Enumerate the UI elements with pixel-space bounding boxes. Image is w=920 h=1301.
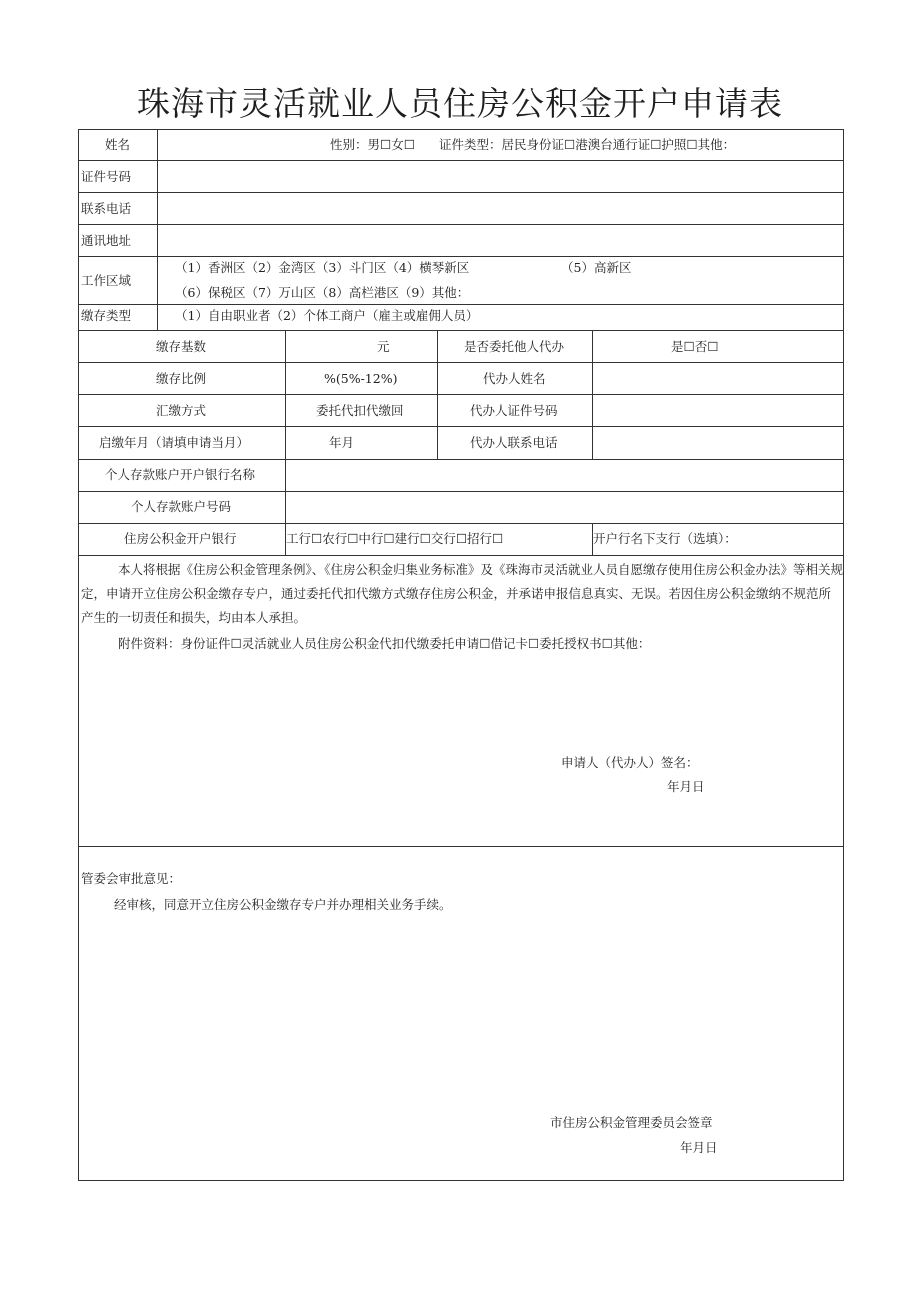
id-type-options[interactable]: 证件类型：居民身份证☐港澳台通行证☐护照☐其他： bbox=[439, 137, 736, 152]
agent-question-label: 是否委托他人代办 bbox=[464, 339, 565, 354]
deposit-base-unit: 元 bbox=[377, 339, 390, 354]
row-divider bbox=[79, 846, 843, 847]
address-label: 通讯地址 bbox=[81, 233, 132, 248]
row-divider bbox=[79, 304, 843, 305]
column-divider bbox=[592, 330, 593, 459]
branch-label: 开户行名下支行（选填）： bbox=[593, 531, 737, 546]
row-divider bbox=[79, 426, 843, 427]
deposit-ratio-label: 缴存比例 bbox=[156, 371, 207, 386]
phone-label: 联系电话 bbox=[81, 201, 132, 216]
row-divider bbox=[79, 362, 843, 363]
declaration-date: 年月日 bbox=[667, 779, 705, 794]
work-area-options-line1[interactable]: （1）香洲区（2）金湾区（3）斗门区（4）横琴新区 bbox=[175, 260, 470, 275]
column-divider bbox=[285, 330, 286, 555]
agent-name-label: 代办人姓名 bbox=[483, 371, 546, 386]
start-month-label: 启缴年月（请填申请当月） bbox=[99, 435, 250, 450]
account-number-label: 个人存款账户号码 bbox=[131, 499, 232, 514]
gender-options[interactable]: 性别：男☐女☐ bbox=[330, 137, 415, 152]
deposit-type-options[interactable]: （1）自由职业者（2）个体工商户（雇主或雇佣人员） bbox=[175, 308, 479, 323]
approval-text: 经审核，同意开立住房公积金缴存专户并办理相关业务手续。 bbox=[114, 897, 452, 912]
bank-name-label: 个人存款账户开户银行名称 bbox=[105, 467, 256, 482]
row-divider bbox=[79, 491, 843, 492]
attachments-options[interactable]: 附件资料：身份证件☐灵活就业人员住房公积金代扣代缴委托申请☐借记卡☐委托授权书☐其他： bbox=[118, 636, 651, 651]
column-divider bbox=[437, 330, 438, 459]
deposit-type-label: 缴存类型 bbox=[81, 308, 132, 323]
page-title: 珠海市灵活就业人员住房公积金开户申请表 bbox=[137, 84, 783, 123]
payment-method-label: 汇缴方式 bbox=[156, 403, 207, 418]
signature-label: 申请人（代办人）签名： bbox=[561, 755, 699, 770]
row-divider bbox=[79, 224, 843, 225]
fund-bank-label: 住房公积金开户银行 bbox=[124, 531, 237, 546]
agent-phone-label: 代办人联系电话 bbox=[470, 435, 558, 450]
name-label: 姓名 bbox=[105, 137, 131, 152]
column-divider bbox=[157, 130, 158, 330]
fund-bank-options[interactable]: 工行☐农行☐中行☐建行☐交行☐招行☐ bbox=[286, 531, 504, 546]
deposit-base-label: 缴存基数 bbox=[156, 339, 207, 354]
approval-label: 管委会审批意见： bbox=[81, 871, 182, 886]
agent-options[interactable]: 是☐否☐ bbox=[671, 339, 719, 354]
row-divider bbox=[79, 523, 843, 524]
work-area-options-line2[interactable]: （6）保税区（7）万山区（8）高栏港区（9）其他： bbox=[175, 285, 470, 300]
row-divider bbox=[79, 192, 843, 193]
row-divider bbox=[79, 160, 843, 161]
start-month-value[interactable]: 年月 bbox=[329, 435, 355, 450]
row-divider bbox=[79, 394, 843, 395]
work-area-label: 工作区域 bbox=[81, 273, 132, 288]
approval-date: 年月日 bbox=[680, 1140, 718, 1155]
row-divider bbox=[79, 555, 843, 556]
declaration-text: 本人将根据《住房公积金管理条例》、《住房公积金归集业务标准》及《珠海市灵活就业人员自愿缴存使用住房公积金办法》等相关规定，申请开立住房公积金缴存专户，通过委托代扣代缴方式缴存住房公积金，并承诺申报信息真实、无误。若因住房公积金缴纳不规范所产生的一切责任和损失，均由本人承担。 bbox=[81, 562, 844, 625]
work-area-option-gaoxin[interactable]: （5）高新区 bbox=[561, 260, 632, 275]
seal-label: 市住房公积金管理委员会签章 bbox=[550, 1115, 713, 1130]
payment-method-value[interactable]: 委托代扣代缴回 bbox=[316, 403, 404, 418]
row-divider bbox=[79, 330, 843, 331]
deposit-ratio-value[interactable]: %(5%-12%) bbox=[324, 371, 398, 386]
agent-id-label: 代办人证件号码 bbox=[470, 403, 558, 418]
application-form bbox=[78, 129, 844, 1181]
row-divider bbox=[79, 459, 843, 460]
id-number-label: 证件号码 bbox=[81, 169, 132, 184]
row-divider bbox=[79, 256, 843, 257]
